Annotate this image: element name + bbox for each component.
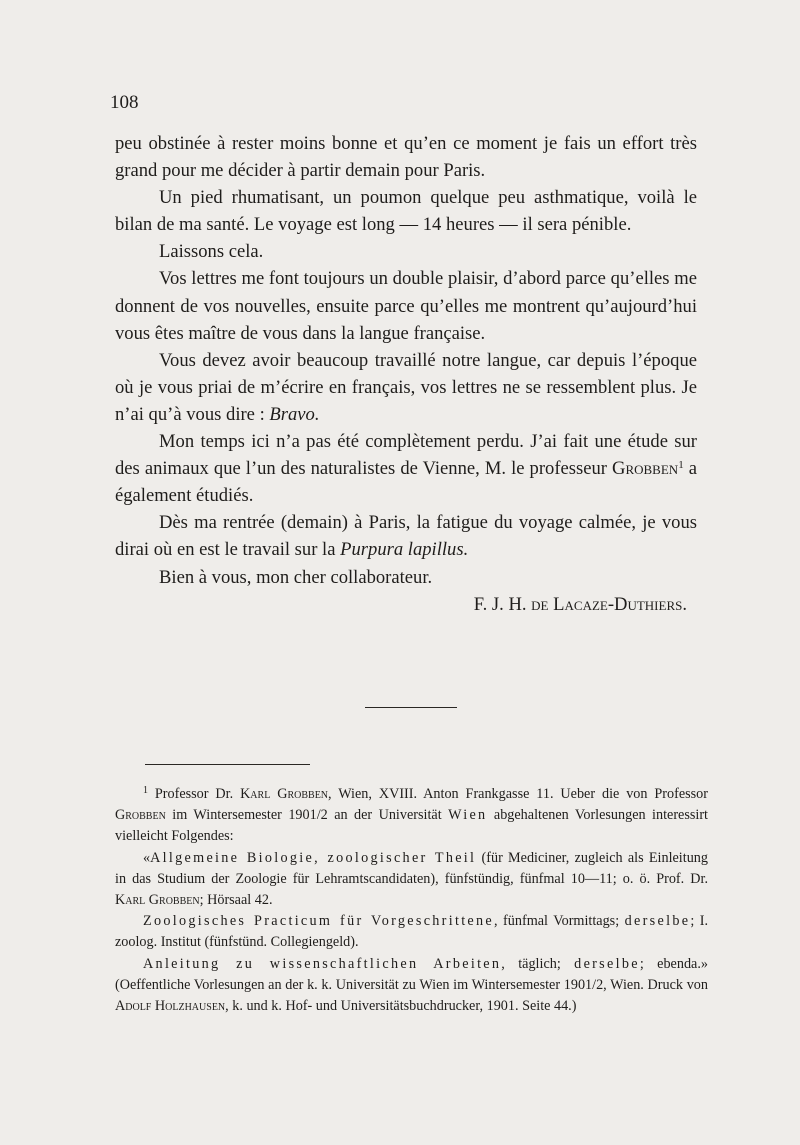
- course-title: Anleitung zu wissenschaftlichen Arbeiten: [143, 955, 502, 972]
- footnote-text: ; ebenda.» (Oeffentliche Vorlesungen an der k. k. Universität zu Wien im Wintersemester 1901/2, Wien. Druck von: [115, 955, 708, 993]
- footnote-course-1: [115, 848, 708, 912]
- paragraph-3: Laissons cela.: [159, 241, 264, 263]
- bravo-italic: Bravo.: [269, 403, 320, 425]
- footnote-1: [115, 784, 708, 848]
- footnote-text: , fünfmal Vormittags;: [494, 913, 625, 930]
- signature-name: de Lacaze-Duthiers.: [531, 593, 687, 615]
- paragraph-5: [115, 347, 697, 428]
- paragraph-6: [115, 428, 697, 509]
- paragraph-6-end: a également étudiés.: [115, 458, 697, 507]
- paragraph-7-text: Dès ma rentrée (demain) à Paris, la fatigue du voyage calmée, je vous dirai où en est le travail sur la: [115, 512, 697, 561]
- footnote-text: «: [143, 849, 151, 866]
- footnote-spaced: derselbe: [624, 913, 691, 930]
- letter-body: [115, 130, 697, 618]
- footnote-mark: 1: [143, 785, 148, 796]
- paragraph-8: Bien à vous, mon cher collaborateur.: [159, 566, 433, 588]
- footnote-text: ; Hörsaal 42.: [199, 892, 273, 909]
- paragraph-7: [115, 509, 697, 563]
- footnote-course-2: [115, 911, 708, 953]
- footnotes: [115, 784, 708, 1017]
- footnote-name: Grobben: [115, 807, 166, 824]
- footnote-rule: [145, 764, 310, 765]
- footnote-name: Karl Grobben: [240, 786, 329, 802]
- footnote-spaced: derselbe: [574, 955, 640, 972]
- paragraph-6-text: Mon temps ici n’a pas été complètement perdu. J’ai fait une étude sur des animaux que l’un des naturalistes de Vienne, M. le professeur: [115, 431, 697, 480]
- footnote-text: im Wintersemester 1901/2 an der Universität: [165, 807, 449, 824]
- course-title: Allgemeine Biologie, zoologischer Theil: [150, 849, 477, 866]
- footnote-name: Adolf Holzhausen: [115, 998, 226, 1015]
- footnote-text: , täglich;: [501, 955, 575, 972]
- footnote-text: abgehaltenen Vorlesungen interessirt vielleicht Folgendes:: [115, 807, 708, 845]
- page-number: 108: [110, 92, 139, 113]
- footnote-text: , Wien, XVIII. Anton Frankgasse 11. Ueber die von Professor: [328, 786, 708, 802]
- signature: [115, 591, 697, 618]
- footnote-course-3: [115, 954, 708, 1018]
- signature-initials: F. J. H.: [473, 593, 532, 615]
- paragraph-2: Un pied rhumatisant, un poumon quelque peu asthmatique, voilà le bilan de ma santé. Le voyage est long — 14 heures — il sera pénible.: [115, 187, 697, 236]
- footnote-text: , k. und k. Hof- und Universitätsbuchdrucker, 1901. Seite 44.): [225, 998, 577, 1015]
- grobben-name: Grobben: [612, 458, 679, 480]
- paragraph-1: peu obstinée à rester moins bonne et qu’en ce moment je fais un effort très grand pour me décider à partir demain pour Paris.: [115, 133, 697, 182]
- paragraph-5-text: Vous devez avoir beaucoup travaillé notre langue, car depuis l’époque où je vous priai de m’écrire en français, vos lettres ne se ressemblent plus. Je n’ai qu’à vous dire :: [115, 349, 697, 425]
- footnote-spaced: Wien: [448, 807, 488, 824]
- footnote-name: Karl Grobben: [115, 892, 200, 909]
- species-name: Purpura lapillus.: [340, 539, 469, 561]
- paragraph-4: Vos lettres me font toujours un double plaisir, d’abord parce qu’elles me donnent de vos nouvelles, ensuite parce qu’elles me montrent qu’aujourd’hui vous êtes maître de vous dans la langue française.: [115, 268, 697, 344]
- footnote-text: (für Mediciner, zugleich als Einleitung in das Studium der Zoologie für Lehramtscandidaten), fünfstündig, fünfmal 10—11; o. ö. Prof. Dr.: [115, 849, 708, 887]
- footnote-text: ; I. zoolog. Institut (fünfstünd. Collegiengeld).: [115, 913, 709, 951]
- course-title: Zoologisches Practicum für Vorgeschrittene: [143, 913, 495, 930]
- section-separator: [365, 707, 457, 708]
- footnote-text: Professor Dr.: [148, 786, 241, 802]
- footnote-reference: 1: [678, 459, 684, 472]
